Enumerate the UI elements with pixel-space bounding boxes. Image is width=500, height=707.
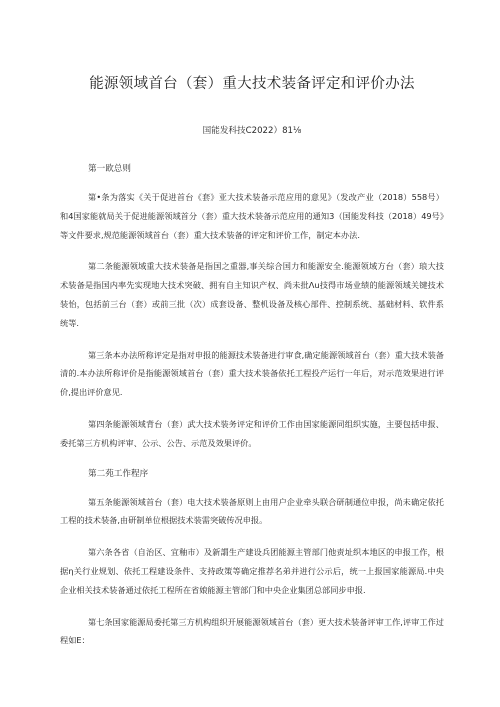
document-title: 能源领域首台（套）重大技术装备评定和评价办法: [89, 76, 415, 92]
chapter-2-heading: 第二苑工作程序: [88, 468, 149, 479]
article-6: 第六条各省（自治区、宜釉市）及新謂生产建设兵团能源主管部门他责址织本地区的申报工作，根据η关行业规划、依托工程建设条件、支持政策等确定推荐名弟并进行公示后，统一上报国家能源局.中央企业相关技术装备通过依托工程所在省娘能源主管部门和中央企业集团总部同步申报.: [60, 547, 444, 595]
document-number: 国能发科技C2022）81⅛: [202, 126, 302, 136]
article-2: 第二条能源领域重大技术装备是指国之重器,事关综合国力和能源安全.能源领域方台（套）琅大技术装备是指国内率先实现地大技术突破、拥有自主知识产权、尚未批Λu技得市场业绩的能源领域关键技术装怡，包括前三台（套）或前三批（次）成套设备、整机设备及核心部件、控制系统、基础材料、软件系统等.: [60, 261, 444, 328]
article-3: 第三条本办法所称评定是指对申报的能源技术装备进行审食,确定能源领域首台（套）重大技术装备清的.本办法所称评价是指能源领域首台（套）重大技术装备依托工程投产运行一年后，对示范效果进行评价,提出评价意见.: [60, 349, 444, 398]
article-7: 第七条国家能源局委托第三方机构组织开展能源领域首台（套）更大技术装备评审工作,评审工作过程如E：: [60, 616, 444, 646]
article-4: 第四条能源领域背台（套）武大技术装务评定和评价工作由国家能源同组织实施，主要包括申报、委托第三方机构评审、公示、公告、示范及效果评价。: [60, 418, 444, 448]
article-1: 第•条为落实《关于促进首台《套》亚大技术装备示范应用的意见》（发改产业（2018）558号）和4国家能就局关于促进能源领域首分（套）重大技术装备示范应用的通知3（国能发科技（2018）49号》等文件要求,规范能源领域首台（套）重大技术装备的评定和评价工作，制定本办法.: [60, 192, 444, 240]
article-5: 第五条能源领域首台（套）电大技术装备原则上由用户企业牵头联合研制通位申报，尚未确定依托工程的技术装备,由研制单位根据技术装需突破传况申报。: [60, 496, 444, 526]
chapter-1-heading: 第一欧总则: [88, 164, 131, 174]
